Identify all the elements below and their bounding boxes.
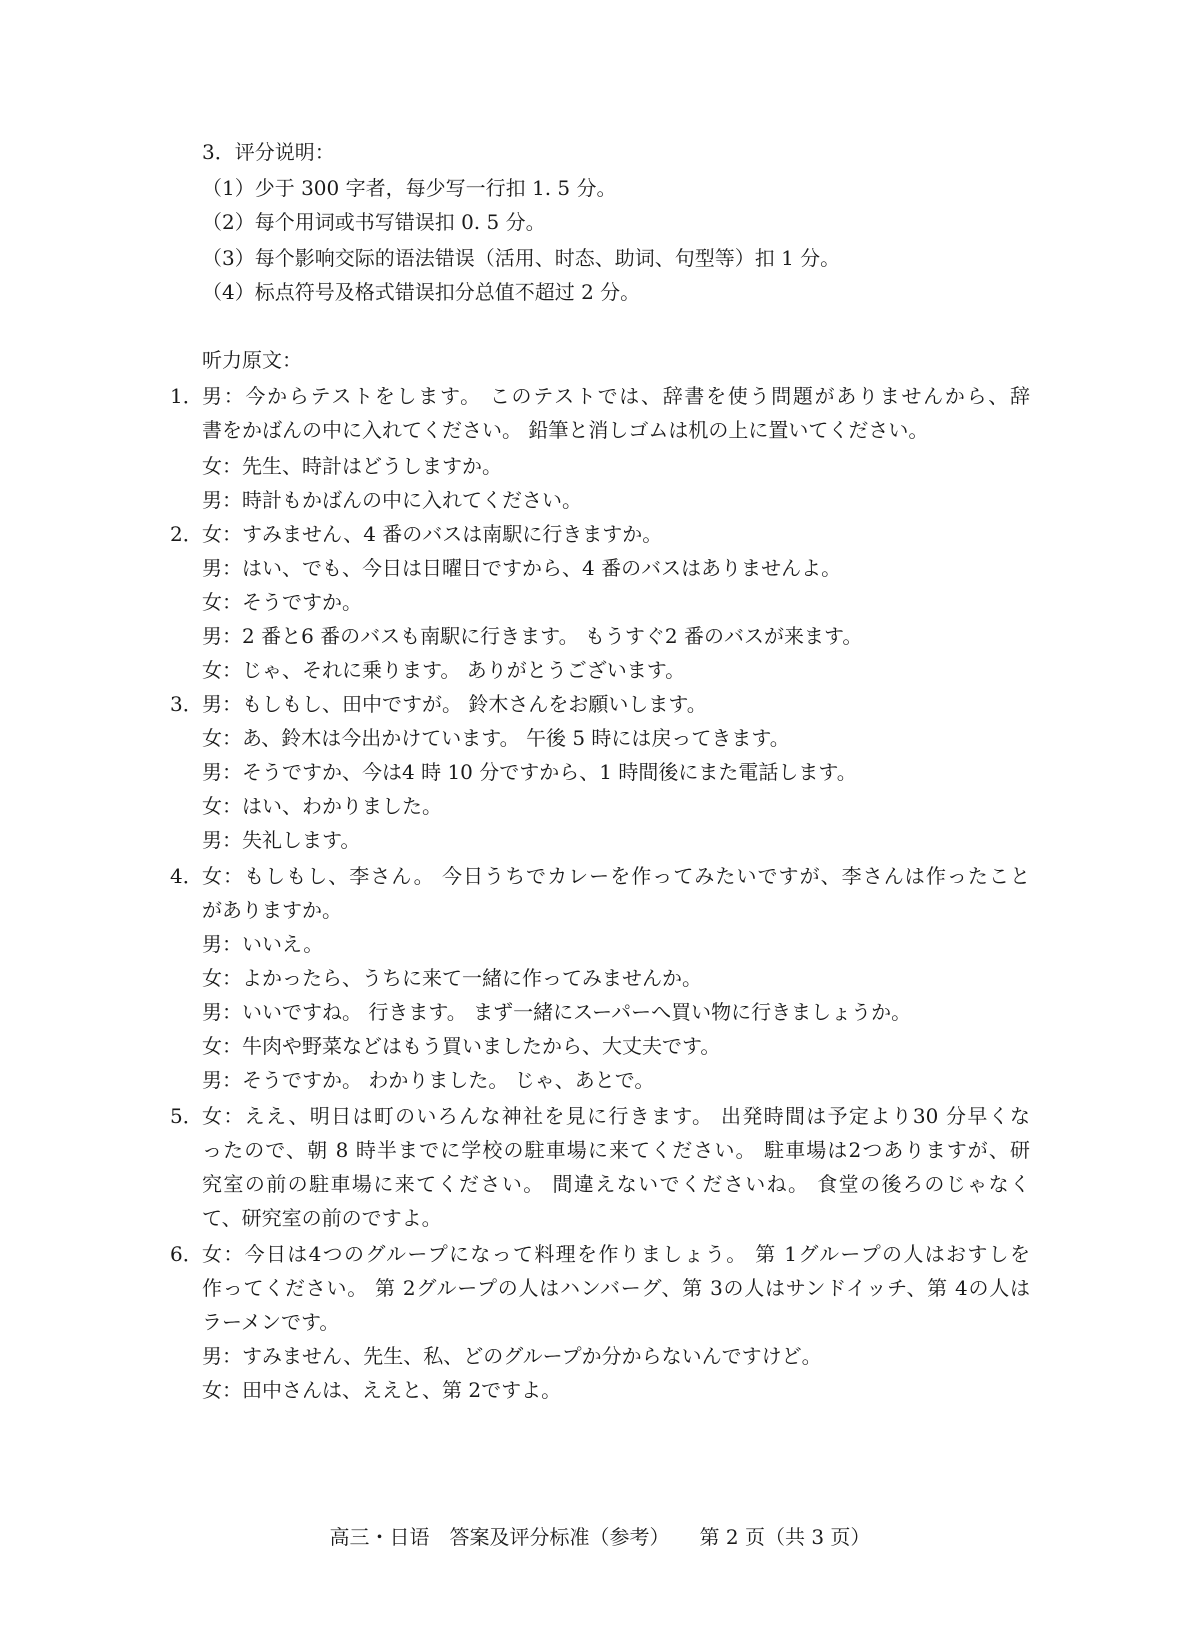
scoring-item-4: （4）标点符号及格式错误扣分总值不超过 2 分。: [202, 280, 641, 304]
q1-line-4: 男：時計もかばんの中に入れてください。: [202, 488, 582, 512]
question-number-4: 4．: [170, 864, 203, 888]
q4-line-4: 女：よかったら、うちに来て一緒に作ってみませんか。: [202, 966, 702, 990]
q2-line-2: 男：はい、でも、今日は日曜日ですから、4 番のバスはありませんよ。: [202, 556, 842, 580]
q1-line-1: 男：今からテストをします。 このテストでは、辞書を使う問題がありませんから、辞: [202, 384, 1030, 408]
transcript-heading: 听力原文：: [202, 348, 302, 372]
q6-line-3: ラーメンです。: [202, 1310, 340, 1334]
scoring-heading: 3．评分说明：: [202, 140, 335, 164]
q4-line-1: 女：もしもし、李さん。 今日うちでカレーを作ってみたいですが、李さんは作ったこと: [202, 864, 1030, 888]
q4-line-2: がありますか。: [202, 898, 342, 922]
question-number-1: 1．: [170, 384, 203, 408]
question-number-5: 5．: [170, 1104, 203, 1128]
q2-line-3: 女：そうですか。: [202, 590, 362, 614]
q3-line-3: 男：そうですか、今は4 時 10 分ですから、1 時間後にまた電話します。: [202, 760, 857, 784]
q3-line-2: 女：あ、鈴木は今出かけています。 午後 5 時には戻ってきます。: [202, 726, 790, 750]
q3-line-5: 男：失礼します。: [202, 828, 361, 852]
scoring-item-3: （3）每个影响交际的语法错误（活用、时态、助词、句型等）扣 1 分。: [202, 246, 841, 270]
q2-line-4: 男：2 番と6 番のバスも南駅に行きます。 もうすぐ2 番のバスが来ます。: [202, 624, 863, 648]
q2-line-1: 女：すみません、4 番のバスは南駅に行きますか。: [202, 522, 663, 546]
question-number-2: 2．: [170, 522, 203, 546]
scoring-item-2: （2）每个用词或书写错误扣 0. 5 分。: [202, 210, 546, 234]
q5-line-1: 女：ええ、明日は町のいろんな神社を見に行きます。 出発時間は予定より30 分早くな: [202, 1104, 1030, 1128]
q1-line-3: 女：先生、時計はどうしますか。: [202, 454, 502, 478]
q1-line-2: 書をかばんの中に入れてください。 鉛筆と消しゴムは机の上に置いてください。: [202, 418, 929, 442]
scoring-item-1: （1）少于 300 字者，每少写一行扣 1. 5 分。: [202, 176, 617, 200]
q4-line-5: 男：いいですね。 行きます。 まず一緒にスーパーへ買い物に行きましょうか。: [202, 1000, 912, 1024]
q6-line-1: 女：今日は4つのグループになって料理を作りましょう。 第 1グループの人はおすしを: [202, 1242, 1030, 1266]
q2-line-5: 女：じゃ、それに乗ります。 ありがとうございます。: [202, 658, 686, 682]
q3-line-1: 男：もしもし、田中ですが。 鈴木さんをお願いします。: [202, 692, 707, 716]
q3-line-4: 女：はい、わかりました。: [202, 794, 442, 818]
question-number-3: 3．: [170, 692, 203, 716]
q4-line-3: 男：いいえ。: [202, 932, 324, 956]
q6-line-2: 作ってください。 第 2グループの人はハンバーグ、第 3の人はサンドイッチ、第 4の人は: [202, 1276, 1030, 1300]
q5-line-3: 究室の前の駐車場に来てください。 間違えないでくださいね。 食堂の後ろのじゃなく: [202, 1172, 1030, 1196]
q5-line-2: ったので、朝 8 時半までに学校の駐車場に来てください。 駐車場は2つありますが、研: [202, 1138, 1030, 1162]
footer-page-number: 第 2 页（共 3 页）: [699, 1525, 871, 1549]
q4-line-6: 女：牛肉や野菜などはもう買いましたから、大丈夫です。: [202, 1034, 721, 1058]
question-number-6: 6．: [170, 1242, 203, 1266]
footer-title: 高三・日语 答案及评分标准（参考）: [329, 1525, 670, 1549]
q4-line-7: 男：そうですか。 わかりました。 じゃ、あとで。: [202, 1068, 655, 1092]
q6-line-5: 女：田中さんは、ええと、第 2ですよ。: [202, 1378, 562, 1402]
q5-line-4: て、研究室の前のですよ。: [202, 1206, 442, 1230]
q6-line-4: 男：すみません、先生、私、どのグループか分からないんですけど。: [202, 1344, 822, 1368]
page-footer: [0, 1527, 1200, 1547]
